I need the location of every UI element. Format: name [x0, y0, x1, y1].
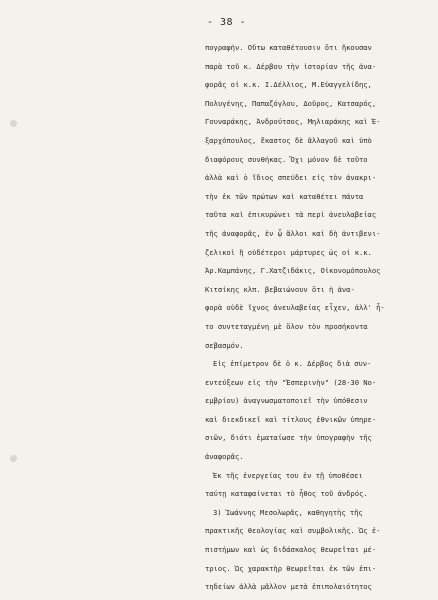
paragraph-start-line: Ἐκ τῆς ἐνεργείας του ἐν τῇ ὑποθέσει [213, 470, 363, 480]
paragraph-start-line: Εἰς ἐπίμετρον δὲ ὁ κ. Δέρβος διὰ συν- [213, 359, 372, 369]
text-line: τὴν ἐκ τῶν πρώτων καὶ καταθέτει πάντα [205, 191, 364, 201]
text-line: πρακτικῆς θεολογίας καὶ συμβολικῆς. Ὡς ἐ- [205, 526, 381, 536]
text-line: τριος. Ὡς χαρακτὴρ θεωρεῖται ἐκ τῶν ἐπι- [205, 563, 377, 573]
text-line: εντεύξεων εἰς τὴν "Ἑσπερινὴν" (28-30 Νο- [205, 377, 377, 387]
text-line: εμβρίου) ἀναγνωσματοποιεῖ τὴν ὑπόθεσιν [205, 396, 368, 406]
text-line: ἀλλὰ καὶ ὁ ἴδιος σπεύδει εἰς τὸν ἀνακρι- [205, 173, 377, 183]
text-line: τῆς ἀναφορᾶς, ἐν ᾧ ἄλλοι καὶ δὴ ἀντιβενι- [205, 228, 381, 238]
text-line: τηδείων ἀλλὰ μᾶλλον μετὰ ἐπιπολαιότητος [205, 582, 372, 592]
text-line: το συντεταγμένη μὲ ὅλον τὸν προσήκοντα [205, 321, 368, 331]
text-line: φορᾶς οἱ κ.κ. Ι.Δέλλιος, Μ.Εὐαγγελίδης, [205, 80, 372, 90]
punch-hole-mark [10, 120, 17, 127]
section-heading-line: 3) Ἰωάννης Μεσολωρᾶς, καθηγητὴς τῆς [213, 507, 363, 517]
text-line: ταύτῃ καταφαίνεται τὸ ἦθος τοῦ ἀνδρός. [205, 489, 368, 499]
text-line: Γουναράκης, Ἀνδρούτσος, Μηλιαράκης καὶ Ἐ- [205, 117, 381, 127]
text-line: Πολυγένης, Παπαζόγλου, Δοῦρος, Κατσαρός, [205, 98, 377, 108]
text-line: πιστήμων καὶ ὡς διδάσκαλος θεωρεῖται μέ- [205, 545, 377, 555]
text-line: Ἀρ.Καμπάνης, Γ.Χατζιδάκις, Οἰκονομόπουλος [205, 266, 381, 276]
text-line: πογραφήν. Οὕτω καταθέτουσιν ὅτι ἤκουσαν [205, 43, 372, 52]
text-line: ζελικοὶ ἢ οὐδέτεροι μάρτυρες ὡς οἱ κ.κ. [205, 247, 372, 257]
text-line: Κιτσίκης κλπ. βεβαιώνουν ὅτι ἡ ἀνα- [205, 284, 355, 294]
typed-text-block [205, 39, 425, 597]
punch-hole-mark [10, 455, 17, 462]
text-line: διαφόρους συνθήκας. Ὄχι μόνον δὲ τοῦτο [205, 154, 368, 164]
text-line: ἀναφορᾶς. [205, 452, 244, 462]
text-line: καὶ διεκδικεῖ καὶ τίτλους ἐθνικῶν ὑπηρε- [205, 414, 377, 424]
text-line: ταῦτα καὶ ἐπικυρώνει τὰ περὶ ἀνευλαβείας [205, 210, 377, 220]
text-line: σεβασμόν. [205, 340, 244, 350]
text-line: σιῶν, διότι ἐματαίωσε τὴν ὑπογραφὴν τῆς [205, 433, 372, 443]
text-line: παρὰ τοῦ κ. Δέρβου τὴν ἱστορίαν τῆς ἀνα- [205, 61, 377, 71]
page-number: - 38 - [207, 17, 247, 28]
text-line: ξαρχόπουλος, ἕκαστος δὲ ἄλλαγοῦ καὶ ὑπὸ [205, 135, 372, 145]
text-line: φορὰ οὐδὲ ἴχνος ἀνευλαβείας εἶχεν, ἀλλ' ἦ- [205, 303, 385, 313]
